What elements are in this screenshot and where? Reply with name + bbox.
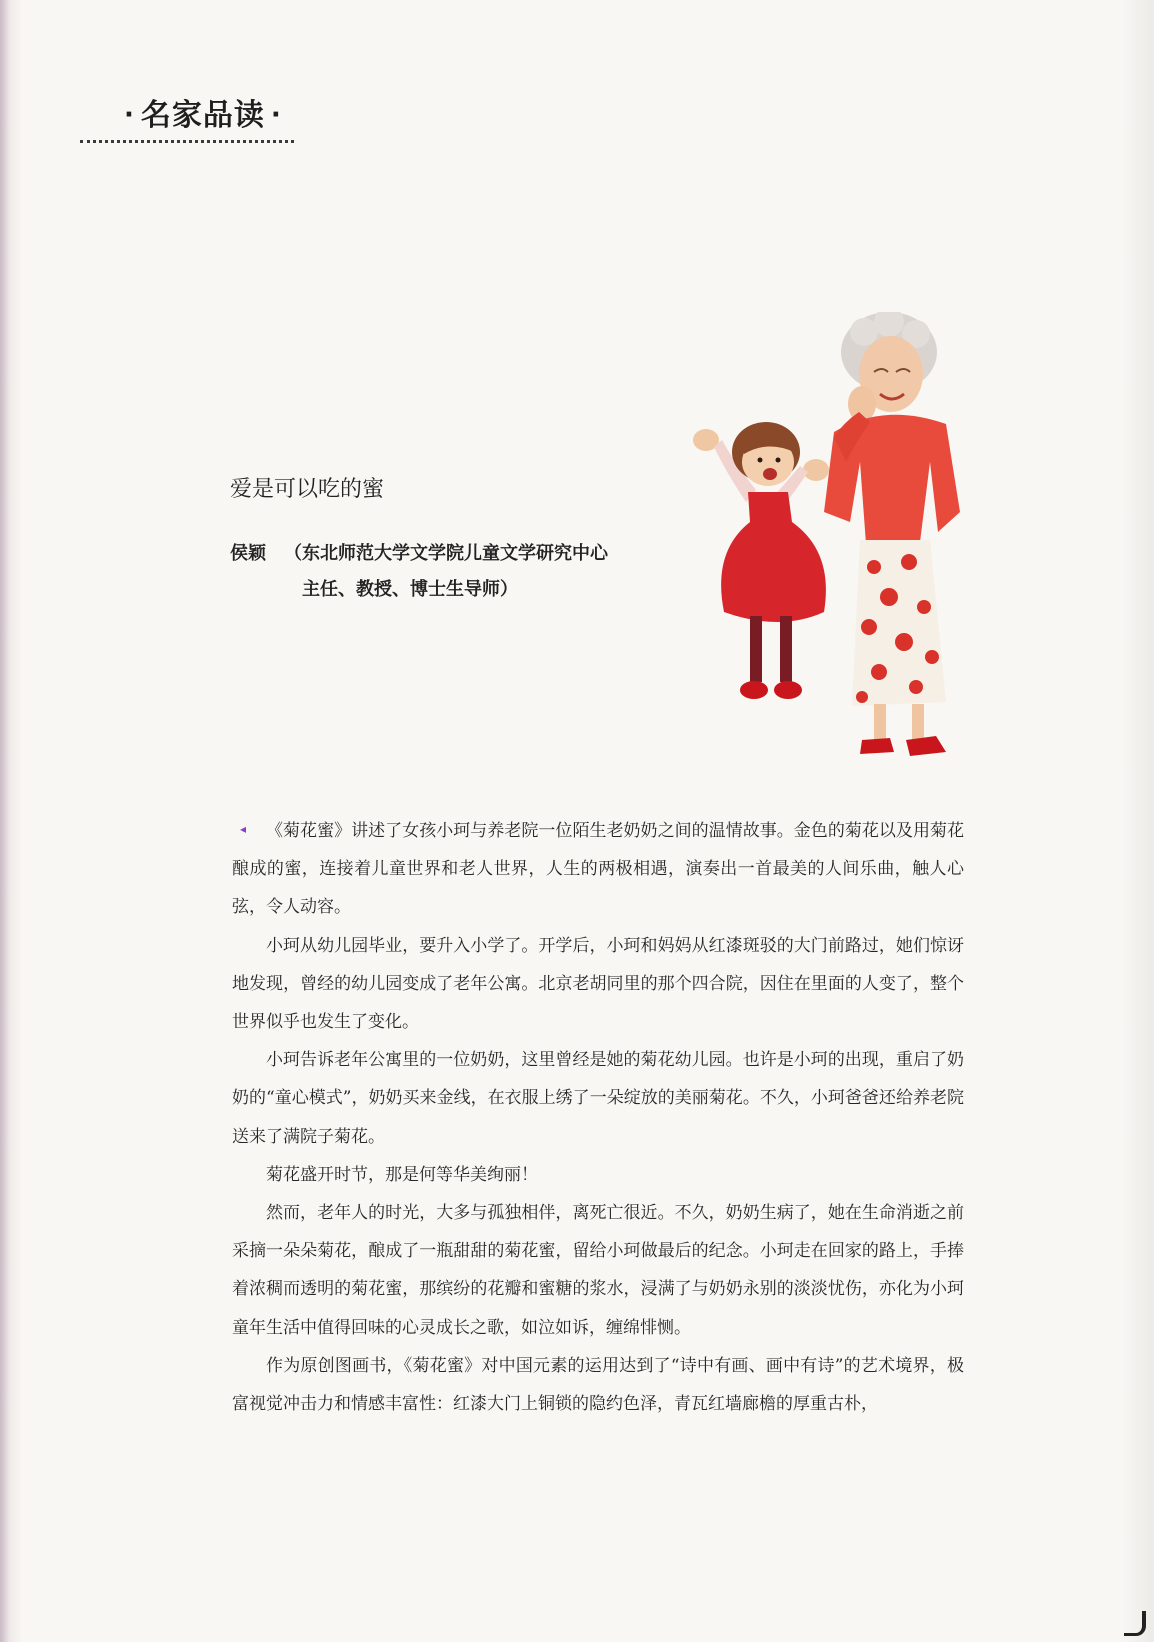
- article-title: 爱是可以吃的蜜: [230, 477, 385, 502]
- section-title: 名家品读: [140, 98, 265, 133]
- body-paragraph-2: 小珂从幼儿园毕业，要升入小学了。开学后，小珂和妈妈从红漆斑驳的大门前路过，她们惊讶地发现，曾经的幼儿园变成了老年公寓。北京老胡同里的那个四合院，因住在里面的人变了，整个世界似乎也发生了变化。: [232, 935, 964, 1033]
- girl-and-grandma-illustration: [684, 312, 1014, 772]
- header-dotted-rule: [80, 140, 294, 143]
- girl-figure: [693, 422, 829, 699]
- body-paragraph-3: 小珂告诉老年公寓里的一位奶奶，这里曾经是她的菊花幼儿园。也许是小珂的出现，重启了奶奶的“童心模式”，奶奶买来金线，在衣服上绣了一朵绽放的美丽菊花。不久，小珂爸爸还给养老院送来了满院子菊花。: [232, 1050, 964, 1147]
- author-affiliation-line2: 主任、教授、博士生导师）: [302, 579, 518, 600]
- paragraph-marker-icon: ◂: [240, 822, 247, 836]
- author-block: [230, 536, 608, 608]
- section-header: [118, 90, 288, 134]
- body-paragraph-5: 然而，老年人的时光，大多与孤独相伴，离死亡很近。不久，奶奶生病了，她在生命消逝之前采摘一朵朵菊花，酿成了一瓶甜甜的菊花蜜，留给小珂做最后的纪念。小珂走在回家的路上，手捧着浓稠而透明的菊花蜜，那缤纷的花瓣和蜜糖的浆水，浸满了与奶奶永别的淡淡忧伤，亦化为小珂童年生活中值得回味的心灵成长之歌，如泣如诉，缠绵悱恻。: [232, 1203, 964, 1338]
- body-paragraph-4: 菊花盛开时节，那是何等华美绚丽！: [266, 1164, 538, 1185]
- article-body: [232, 812, 964, 1423]
- header-dot-right: ·: [270, 100, 282, 130]
- author-affiliation-line1: （东北师范大学文学院儿童文学研究中心: [284, 543, 608, 564]
- author-name: 侯颖: [230, 543, 266, 564]
- body-paragraph-1: 《菊花蜜》讲述了女孩小珂与养老院一位陌生老奶奶之间的温情故事。金色的菊花以及用菊花酿成的蜜，连接着儿童世界和老人世界，人生的两极相遇，演奏出一首最美的人间乐曲，触人心弦，令人动容。: [232, 821, 964, 918]
- body-paragraph-6: 作为原创图画书，《菊花蜜》对中国元素的运用达到了“诗中有画、画中有诗”的艺术境界，极富视觉冲击力和情感丰富性：红漆大门上铜锁的隐约色泽，青瓦红墙廊檐的厚重古朴，: [232, 1355, 964, 1415]
- header-dot-left: ·: [124, 100, 135, 130]
- page-corner-mark: [1124, 1611, 1146, 1636]
- grandma-figure: [824, 312, 960, 756]
